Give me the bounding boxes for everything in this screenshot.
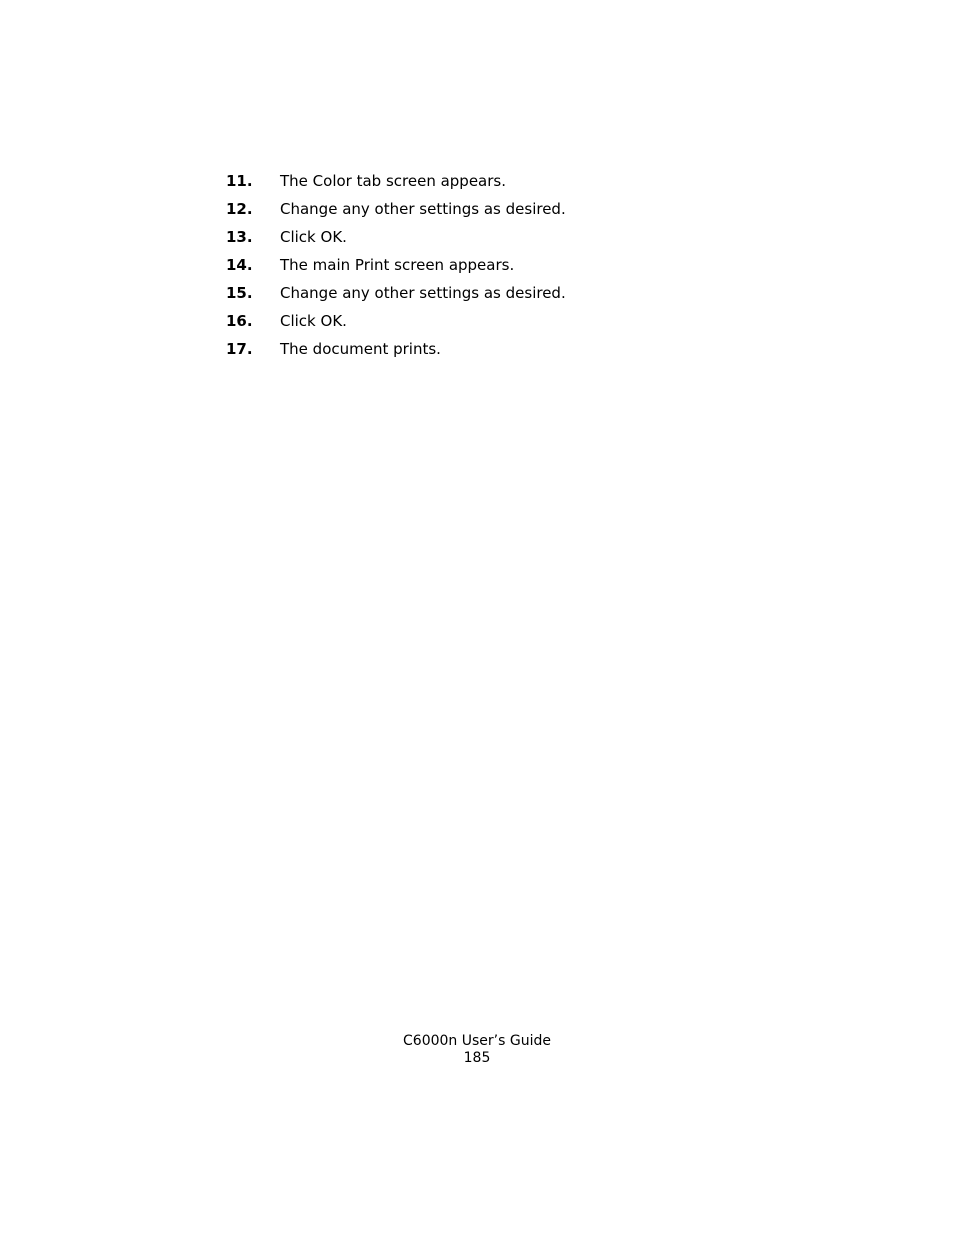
- step-item: [226, 282, 566, 310]
- step-number: 14.: [226, 256, 253, 274]
- step-item: [226, 254, 566, 282]
- step-text: Click OK.: [280, 228, 347, 246]
- step-number: 15.: [226, 284, 253, 302]
- guide-title: C6000n User’s Guide: [403, 1033, 551, 1049]
- step-number: 17.: [226, 340, 253, 358]
- step-text: The main Print screen appears.: [280, 256, 515, 274]
- page-footer: [0, 1033, 954, 1067]
- step-text: Change any other settings as desired.: [280, 284, 566, 302]
- step-item: [226, 170, 566, 198]
- step-item: [226, 310, 566, 338]
- step-item: [226, 338, 566, 366]
- step-number: 12.: [226, 200, 253, 218]
- step-number: 11.: [226, 172, 253, 190]
- steps-list: [226, 170, 566, 366]
- step-number: 16.: [226, 312, 253, 330]
- step-item: [226, 226, 566, 254]
- step-text: The document prints.: [280, 340, 441, 358]
- step-text: Click OK.: [280, 312, 347, 330]
- step-text: The Color tab screen appears.: [280, 172, 506, 190]
- step-text: Change any other settings as desired.: [280, 200, 566, 218]
- step-item: [226, 198, 566, 226]
- page-number: 185: [463, 1050, 491, 1066]
- step-number: 13.: [226, 228, 253, 246]
